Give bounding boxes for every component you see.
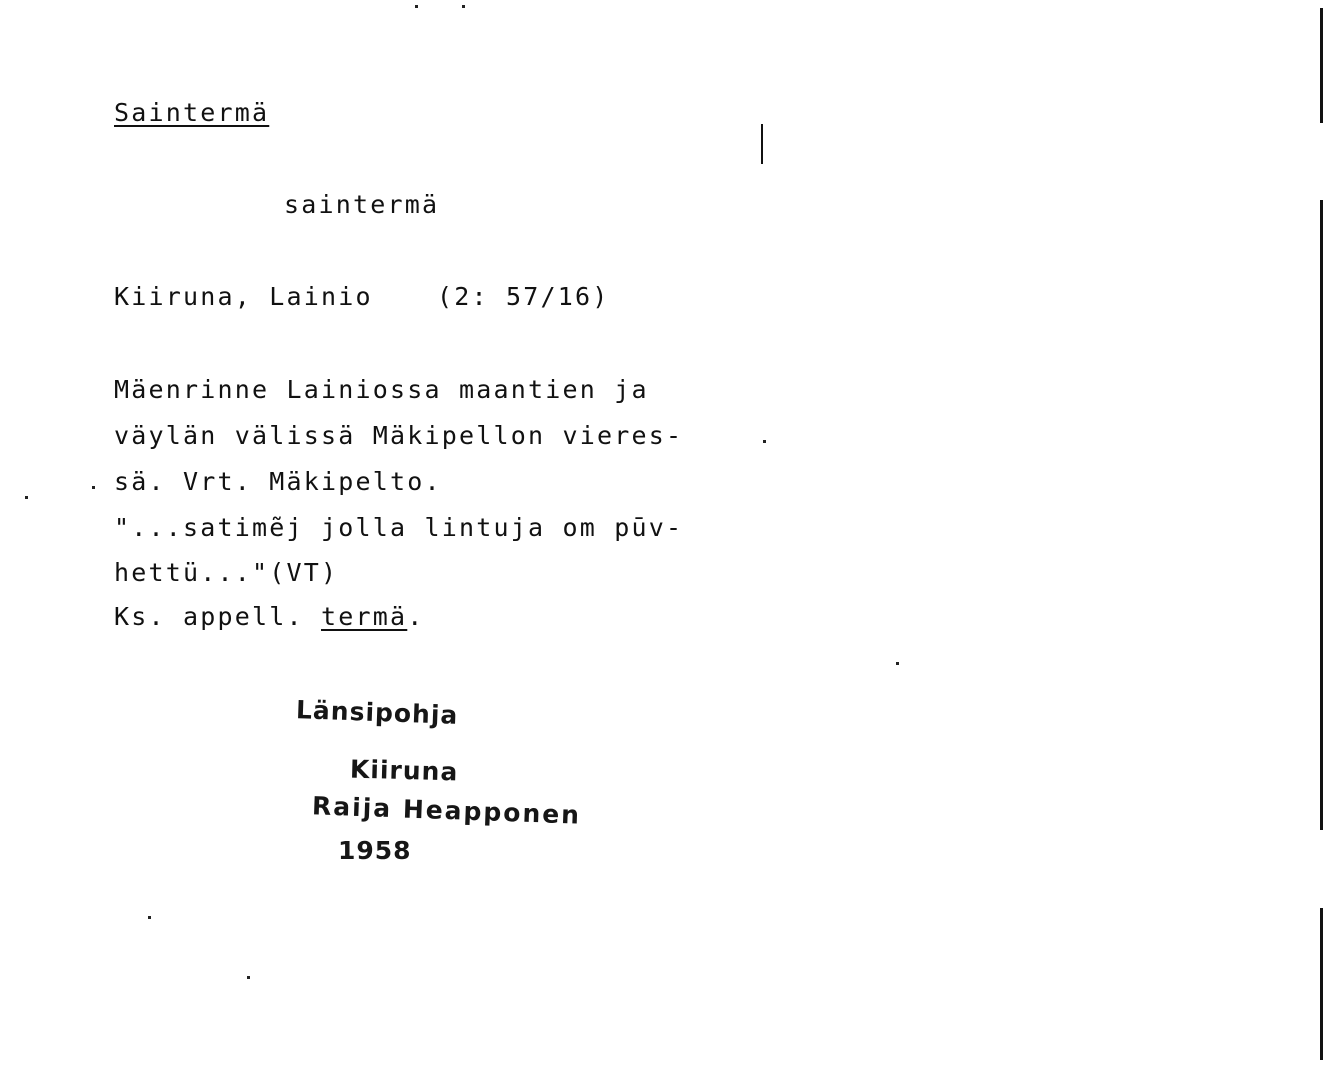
stamp-year: 1958 <box>338 836 412 865</box>
variant-form: saintermä <box>284 190 440 219</box>
speck <box>92 486 95 489</box>
stamp-collector: Raija Heapponen <box>311 791 582 830</box>
scan-mark <box>761 124 763 164</box>
scan-edge-line <box>1320 908 1323 1060</box>
description-line: Mäenrinne Lainiossa maantien ja <box>114 375 649 404</box>
description-line: sä. Vrt. Mäkipelto. <box>114 467 442 496</box>
stamp-region: Länsipohja <box>295 695 459 730</box>
stamp-place: Kiiruna <box>349 754 459 787</box>
speck <box>247 976 250 979</box>
description-line: hettü..."(VT) <box>114 558 339 587</box>
speck <box>896 662 899 665</box>
headword: Saintermä <box>114 98 270 127</box>
speck <box>25 496 28 499</box>
scan-edge-line <box>1320 8 1323 123</box>
speck <box>462 5 465 8</box>
speck <box>763 440 766 443</box>
see-also-prefix: Ks. appell. <box>114 602 322 631</box>
location: Kiiruna, Lainio <box>114 282 373 311</box>
see-also-line <box>114 604 425 629</box>
see-also-term: termä <box>321 602 408 631</box>
speck <box>148 916 151 919</box>
see-also-suffix: . <box>407 602 425 631</box>
description-line: väylän välissä Mäkipellon vieres- <box>114 421 684 450</box>
speck <box>415 5 418 8</box>
scan-edge-line <box>1320 200 1323 830</box>
source-reference: (2: 57/16) <box>437 282 610 311</box>
description-line: "...satimẽj jolla lintuja om pūv- <box>114 513 684 542</box>
